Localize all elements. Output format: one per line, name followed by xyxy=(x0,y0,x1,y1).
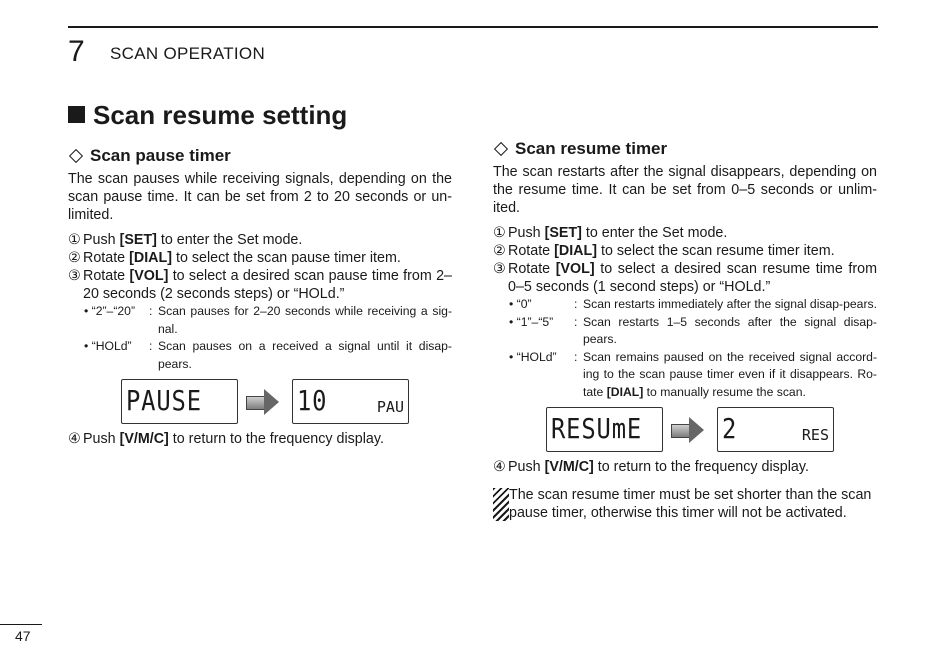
diamond-icon xyxy=(494,142,508,156)
step-3: ③ Rotate [VOL] to select a desired scan resume time from 0–5 seconds (1 second steps) or “HOLd.” xyxy=(493,261,877,295)
lcd-display: 2 RES xyxy=(717,407,834,452)
note xyxy=(493,486,877,522)
step-1: ① Push [SET] to enter the Set mode. xyxy=(68,232,303,248)
step-2: ② Rotate [DIAL] to select the scan pause timer item. xyxy=(68,250,401,266)
list-item: • “HOLd” : Scan remains paused on the received signal accord-ing to the scan pause timer even if it disappears. Ro-tate [DIAL] to manually resume the scan. xyxy=(509,349,877,399)
scan-resume-timer-section xyxy=(493,138,877,522)
step-1: ① Push [SET] to enter the Set mode. xyxy=(493,225,728,241)
note-hatch-icon xyxy=(493,488,509,521)
step-2: ② Rotate [DIAL] to select the scan resume timer item. xyxy=(493,243,835,259)
list-item: • “HOLd” : Scan pauses on a received a signal until it disap-pears. xyxy=(84,339,452,371)
footer-rule xyxy=(0,624,42,625)
scan-pause-timer-section xyxy=(68,145,452,448)
lcd-display: 10 PAU xyxy=(292,379,409,424)
section-title xyxy=(68,99,347,131)
list-item: • “0” : Scan restarts immediately after the signal disap-pears. xyxy=(509,297,877,311)
lcd-display: PAUSE xyxy=(121,379,238,424)
step-4: ④ Push [V/M/C] to return to the frequency display. xyxy=(68,431,384,447)
chapter-number: 7 xyxy=(68,35,85,68)
option-list xyxy=(84,303,452,373)
header-rule xyxy=(68,26,878,28)
subheading xyxy=(68,145,452,167)
intro-paragraph: The scan restarts after the signal disappears, depending on the resume time. It can be set from 0–5 seconds or unlim-ited. xyxy=(493,164,877,216)
arrow-right-icon xyxy=(246,389,288,415)
step-3: ③ Rotate [VOL] to select a desired scan pause time from 2–20 seconds (2 seconds steps) or “HOLd.” xyxy=(68,268,452,302)
intro-paragraph: The scan pauses while receiving signals, depending on the scan pause time. It can be set from 2 to 20 seconds or un-limited. xyxy=(68,171,452,223)
lcd-illustration xyxy=(546,407,877,452)
subheading-text: Scan pause timer xyxy=(90,146,231,165)
diamond-icon xyxy=(69,149,83,163)
subheading xyxy=(493,138,877,160)
step-4: ④ Push [V/M/C] to return to the frequency display. xyxy=(493,459,809,475)
note-text: The scan resume timer must be set shorter than the scan pause timer, otherwise this timer will not be activated. xyxy=(509,487,872,521)
lcd-illustration xyxy=(121,379,452,424)
list-item: • “2”–“20” : Scan pauses for 2–20 seconds while receiving a sig-nal. xyxy=(84,304,452,336)
section-title-text: Scan resume setting xyxy=(93,100,348,130)
arrow-right-icon xyxy=(671,417,713,443)
subheading-text: Scan resume timer xyxy=(515,139,668,158)
square-bullet-icon xyxy=(68,106,85,123)
chapter-title: SCAN OPERATION xyxy=(110,44,266,63)
page-number: 47 xyxy=(15,628,31,644)
option-list xyxy=(509,296,877,401)
lcd-display: RESUmE xyxy=(546,407,663,452)
list-item: • “1”–“5” : Scan restarts 1–5 seconds after the signal disap-pears. xyxy=(509,314,877,346)
